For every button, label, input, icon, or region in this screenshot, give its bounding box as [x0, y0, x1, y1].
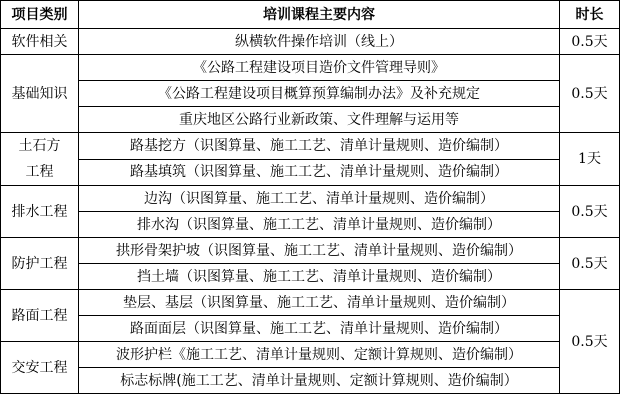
course-cell: 路面面层（识图算量、施工工艺、清单计量规则、造价编制）: [79, 316, 560, 342]
duration-protection: 0.5天: [560, 238, 620, 290]
course-cell: 标志标牌(施工工艺、清单计量规则、定额计算规则、造价编制）: [79, 368, 560, 394]
header-row: [1, 1, 620, 29]
table-row: [1, 186, 620, 212]
course-cell: 波形护栏《施工工艺、清单计量规则、定额计算规则、造价编制）: [79, 342, 560, 368]
course-cell: 挡土墙（识图算量、施工工艺、清单计量规则、造价编制）: [79, 264, 560, 290]
category-drainage: 排水工程: [1, 186, 79, 238]
table-row: [1, 264, 620, 290]
table-row: [1, 238, 620, 264]
duration-earthwork: 1天: [560, 133, 620, 186]
category-pavement: 路面工程: [1, 290, 79, 342]
table-row: [1, 159, 620, 186]
table-row: [1, 290, 620, 316]
header-category: 项目类别: [1, 1, 79, 29]
category-traffic-safety: 交安工程: [1, 342, 79, 394]
category-protection: 防护工程: [1, 238, 79, 290]
header-content: 培训课程主要内容: [79, 1, 560, 29]
course-cell: 边沟（识图算量、施工工艺、清单计量规则、造价编制）: [79, 186, 560, 212]
table-row: [1, 212, 620, 238]
category-basics: 基础知识: [1, 55, 79, 133]
table-row: [1, 107, 620, 133]
table-row: [1, 55, 620, 81]
course-cell: 路基填筑（识图算量、施工工艺、清单计量规则、造价编制）: [79, 159, 560, 186]
course-cell: 重庆地区公路行业新政策、文件理解与运用等: [79, 107, 560, 133]
duration-basics: 0.5天: [560, 55, 620, 133]
course-cell: 垫层、基层（识图算量、施工工艺、清单计量规则、造价编制）: [79, 290, 560, 316]
category-earthwork: [1, 133, 79, 186]
duration-pavement-safety: 0.5天: [560, 290, 620, 394]
table-row: [1, 342, 620, 368]
table-row: [1, 133, 620, 160]
header-duration: 时长: [560, 1, 620, 29]
course-cell: 拱形骨架护坡（识图算量、施工工艺、清单计量规则、造价编制）: [79, 238, 560, 264]
course-cell: 《公路工程建设项目造价文件管理导则》: [79, 55, 560, 81]
table-row: [1, 368, 620, 394]
category-software: 软件相关: [1, 29, 79, 55]
table-row: [1, 316, 620, 342]
course-cell: 路基挖方（识图算量、施工工艺、清单计量规则、造价编制）: [79, 133, 560, 160]
course-cell: 纵横软件操作培训（线上）: [79, 29, 560, 55]
duration-drainage: 0.5天: [560, 186, 620, 238]
table-row: [1, 81, 620, 107]
category-earthwork-line1: 土石方: [18, 138, 61, 154]
course-cell: 排水沟（识图算量、施工工艺、清单计量规则、造价编制）: [79, 212, 560, 238]
course-cell: 《公路工程建设项目概算预算编制办法》及补充规定: [79, 81, 560, 107]
duration-software: 0.5天: [560, 29, 620, 55]
category-earthwork-line2: 工程: [25, 164, 54, 180]
table-row: [1, 29, 620, 55]
